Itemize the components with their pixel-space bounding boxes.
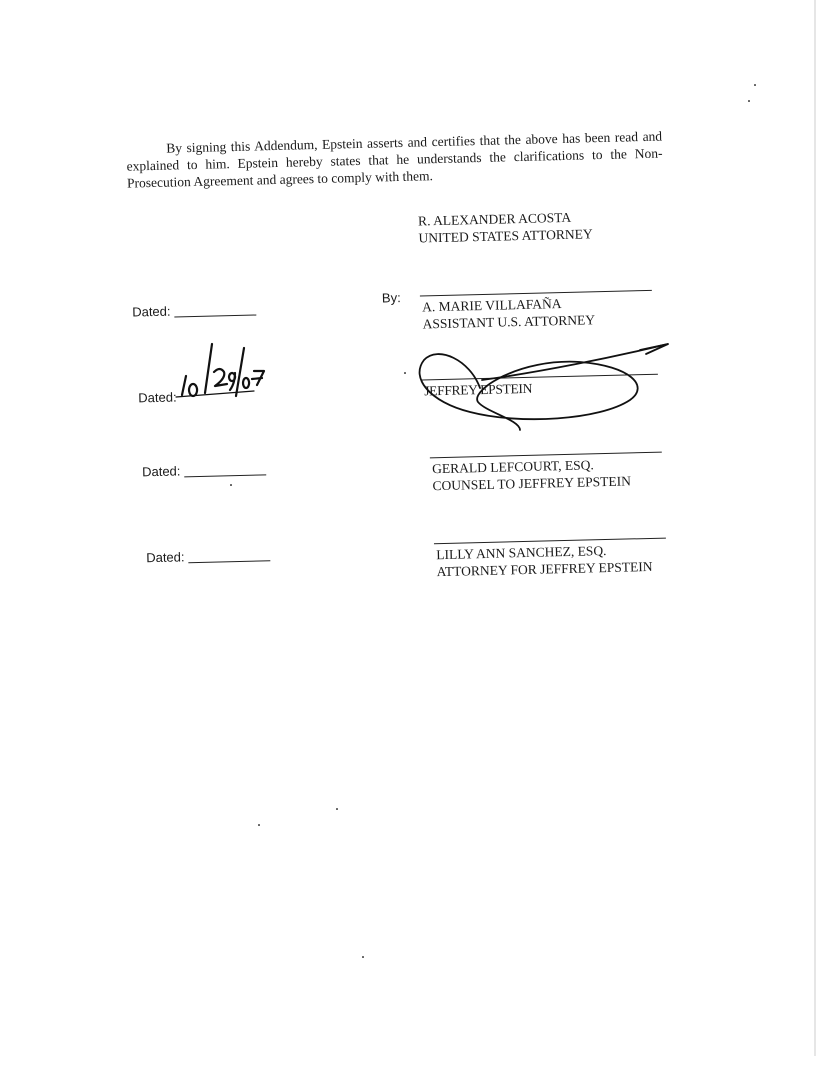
usa-name: R. ALEXANDER ACOSTA [417,209,572,229]
dated-label: Dated: [141,463,181,480]
dated-label: Dated: [146,549,185,566]
signatory-name: LILLY ANN SANCHEZ, ESQ. [436,543,607,563]
signatory-name: A. MARIE VILLAFAÑA [421,296,562,315]
epstein-signature [420,344,668,430]
scan-speck [230,484,232,486]
usa-title: UNITED STATES ATTORNEY [418,226,593,246]
scan-speck [754,84,756,86]
signatory-name: GERALD LEFCOURT, ESQ. [431,457,594,477]
dated-label: Dated: [132,303,171,320]
signatory-title: ASSISTANT U.S. ATTORNEY [422,312,596,332]
by-label: By: [381,289,401,306]
scan-speck [404,372,406,374]
signatory-name: JEFFREY EPSTEIN [424,380,533,399]
scan-speck [362,956,364,958]
handwritten-date [176,344,264,397]
signatory-title: ATTORNEY FOR JEFFREY EPSTEIN [436,558,653,580]
signatory-title: COUNSEL TO JEFFREY EPSTEIN [432,473,632,494]
certification-text: By signing this Addendum, Epstein asserts and certifies that the above has been read and explained to him. Epstein hereby states that he understands the clarifications to the Non-Prosecution Agreement and agrees to comply with them. [126,128,663,191]
scan-speck [748,100,750,102]
scan-speck [258,824,260,826]
scan-speck [336,808,338,810]
dated-label: Dated: [138,389,177,406]
